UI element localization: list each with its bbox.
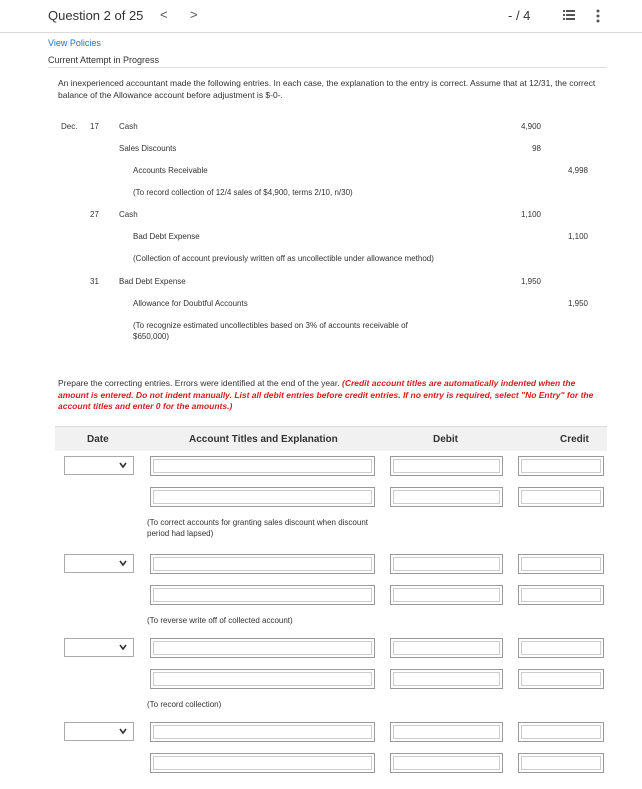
entry-explanation: $650,000) <box>133 332 170 341</box>
entry-debit: 1,950 <box>520 277 541 286</box>
entry-month: Dec. <box>61 122 78 131</box>
entry-credit: 4,998 <box>567 166 588 175</box>
entry-debit: 1,100 <box>520 210 541 219</box>
entry-day: 27 <box>90 210 99 219</box>
entry-account: Bad Debt Expense <box>133 232 200 241</box>
entry-account: Bad Debt Expense <box>119 277 186 286</box>
account-title-input[interactable] <box>150 456 375 476</box>
date-select[interactable] <box>64 554 134 573</box>
score-display: - / 4 <box>508 8 531 23</box>
entry-day: 17 <box>90 122 99 131</box>
debit-input[interactable] <box>390 753 503 773</box>
debit-input[interactable] <box>390 456 503 476</box>
instructions-warning: (Credit account titles are automatically indented when the amount is entered. Do not indent manually. List all debit entries before credit entries. If no entry is required, select "No Entry" for the account titles and enter 0 for the amounts.) <box>58 378 594 411</box>
debit-input[interactable] <box>390 487 503 507</box>
credit-input[interactable] <box>518 554 604 574</box>
account-title-input[interactable] <box>150 487 375 507</box>
chevron-down-icon <box>119 726 127 736</box>
question-list-icon[interactable] <box>563 9 575 21</box>
debit-input[interactable] <box>390 554 503 574</box>
entry-explanation: (To recognize estimated uncollectibles based on 3% of accounts receivable of <box>133 321 408 330</box>
credit-input[interactable] <box>518 585 604 605</box>
answer-table-header <box>55 426 607 451</box>
view-policies-link[interactable]: View Policies <box>48 38 101 48</box>
entry-account: Allowance for Doubtful Accounts <box>133 299 248 308</box>
account-title-input[interactable] <box>150 722 375 742</box>
instructions-text: Prepare the correcting entries. Errors were identified at the end of the year. <box>58 378 340 388</box>
instructions <box>58 378 598 413</box>
account-title-input[interactable] <box>150 638 375 658</box>
debit-input[interactable] <box>390 638 503 658</box>
credit-column-header: Credit <box>560 434 589 445</box>
next-question-button[interactable]: > <box>190 7 198 22</box>
entry-account: Cash <box>119 210 138 219</box>
credit-input[interactable] <box>518 669 604 689</box>
entry-explanation: (Collection of account previously written off as uncollectible under allowance method) <box>133 254 434 263</box>
more-options-icon[interactable] <box>596 9 600 23</box>
date-select[interactable] <box>64 456 134 475</box>
entry-explanation-text: (To correct accounts for granting sales discount when discount period had lapsed) <box>147 518 369 538</box>
debit-input[interactable] <box>390 669 503 689</box>
entry-explanation: (To record collection of 12/4 sales of $4,900, terms 2/10, n/30) <box>133 188 353 197</box>
date-select[interactable] <box>64 722 134 741</box>
chevron-down-icon <box>119 558 127 568</box>
entry-explanation-text: (To reverse write off of collected account) <box>147 616 293 625</box>
debit-input[interactable] <box>390 585 503 605</box>
entry-account: Cash <box>119 122 138 131</box>
entry-account: Accounts Receivable <box>133 166 208 175</box>
attempt-status: Current Attempt in Progress <box>48 55 160 65</box>
debit-column-header: Debit <box>433 434 458 445</box>
account-title-input[interactable] <box>150 753 375 773</box>
question-label: Question 2 of 25 <box>48 8 144 23</box>
credit-input[interactable] <box>518 456 604 476</box>
credit-input[interactable] <box>518 487 604 507</box>
previous-question-button[interactable]: < <box>160 7 168 22</box>
date-column-header: Date <box>87 434 109 445</box>
entry-account: Sales Discounts <box>119 144 177 153</box>
debit-input[interactable] <box>390 722 503 742</box>
chevron-down-icon <box>119 642 127 652</box>
date-select[interactable] <box>64 638 134 657</box>
entry-explanation-text: (To record collection) <box>147 700 222 709</box>
account-column-header: Account Titles and Explanation <box>189 434 338 445</box>
top-bar <box>0 0 642 33</box>
credit-input[interactable] <box>518 753 604 773</box>
credit-input[interactable] <box>518 722 604 742</box>
credit-input[interactable] <box>518 638 604 658</box>
account-title-input[interactable] <box>150 554 375 574</box>
problem-intro: An inexperienced accountant made the following entries. In each case, the explanation to the entry is correct. Assume that at 12/31, the correct balance of the Allowance account before adjustment is $-0-. <box>58 78 596 100</box>
account-title-input[interactable] <box>150 585 375 605</box>
entry-credit: 1,100 <box>567 232 588 241</box>
entry-credit: 1,950 <box>567 299 588 308</box>
chevron-down-icon <box>119 460 127 470</box>
entry-day: 31 <box>90 277 99 286</box>
account-title-input[interactable] <box>150 669 375 689</box>
entry-debit: 98 <box>532 144 541 153</box>
entry-debit: 4,900 <box>520 122 541 131</box>
